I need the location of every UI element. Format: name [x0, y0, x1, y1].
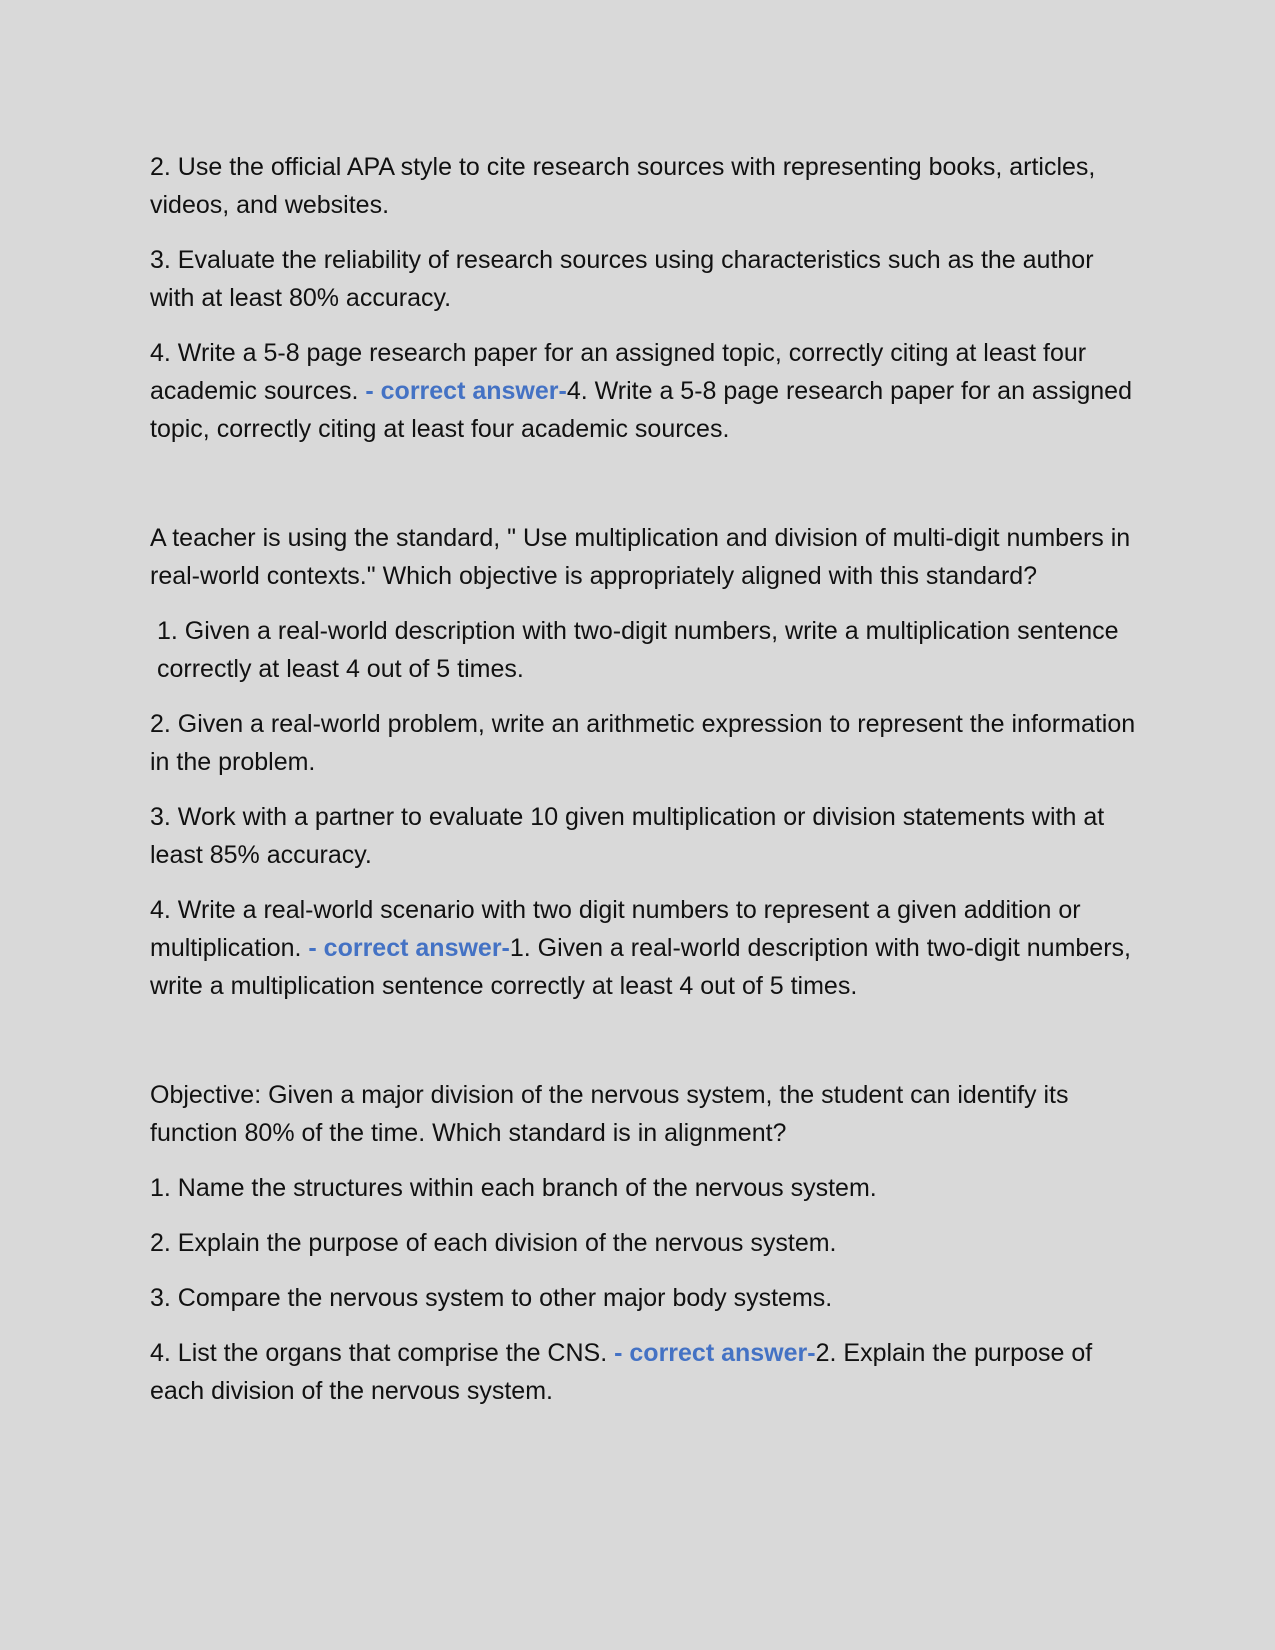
- correct-answer-marker: - correct answer-: [614, 1339, 816, 1367]
- option-4-with-answer: [150, 891, 1140, 1005]
- question-block-1: [150, 148, 1140, 448]
- correct-answer-text: 1. Given a real-world description with two-digit numbers, write a multiplication sentence correctly at least 4 out of 5 times.: [150, 934, 1131, 1000]
- option-4: 4. Write a real-world scenario with two digit numbers to represent a given addition or multiplication.: [150, 896, 1081, 962]
- option-4-with-answer: [150, 1334, 1140, 1410]
- option-3: 3. Work with a partner to evaluate 10 given multiplication or division statements with at least 85% accuracy.: [150, 803, 1105, 869]
- question-block-3: [150, 1076, 1140, 1410]
- option-4: 4. List the organs that comprise the CNS.: [150, 1339, 615, 1367]
- option-3: 3. Evaluate the reliability of research sources using characteristics such as the author with at least 80% accuracy.: [150, 246, 1094, 312]
- option-2: 2. Use the official APA style to cite research sources with representing books, articles, videos, and websites.: [150, 153, 1096, 219]
- option-2: 2. Given a real-world problem, write an arithmetic expression to represent the information in the problem.: [150, 710, 1136, 776]
- option-4: 4. Write a 5-8 page research paper for an assigned topic, correctly citing at least four academic sources.: [150, 339, 1087, 405]
- question-text: Objective: Given a major division of the nervous system, the student can identify its function 80% of the time. Which standard is in alignment?: [150, 1081, 1069, 1147]
- correct-answer-marker: - correct answer-: [365, 377, 567, 405]
- correct-answer-text: 4. Write a 5-8 page research paper for an assigned topic, correctly citing at least four academic sources.: [150, 377, 1132, 443]
- option-4-with-answer: [150, 334, 1140, 448]
- correct-answer-marker: - correct answer-: [308, 934, 510, 962]
- question-text: A teacher is using the standard, " Use multiplication and division of multi-digit numbers in real-world contexts." Which objective is appropriately aligned with this standard?: [150, 524, 1131, 590]
- option-1: 1. Name the structures within each branch of the nervous system.: [150, 1174, 877, 1202]
- document-page: [150, 148, 1140, 1410]
- option-2: 2. Explain the purpose of each division of the nervous system.: [150, 1229, 837, 1257]
- option-3: 3. Compare the nervous system to other major body systems.: [150, 1284, 833, 1312]
- correct-answer-text: 2. Explain the purpose of each division of the nervous system.: [150, 1339, 1093, 1405]
- option-1: 1. Given a real-world description with two-digit numbers, write a multiplication sentence correctly at least 4 out of 5 times.: [157, 617, 1119, 683]
- question-block-2: [150, 519, 1140, 1005]
